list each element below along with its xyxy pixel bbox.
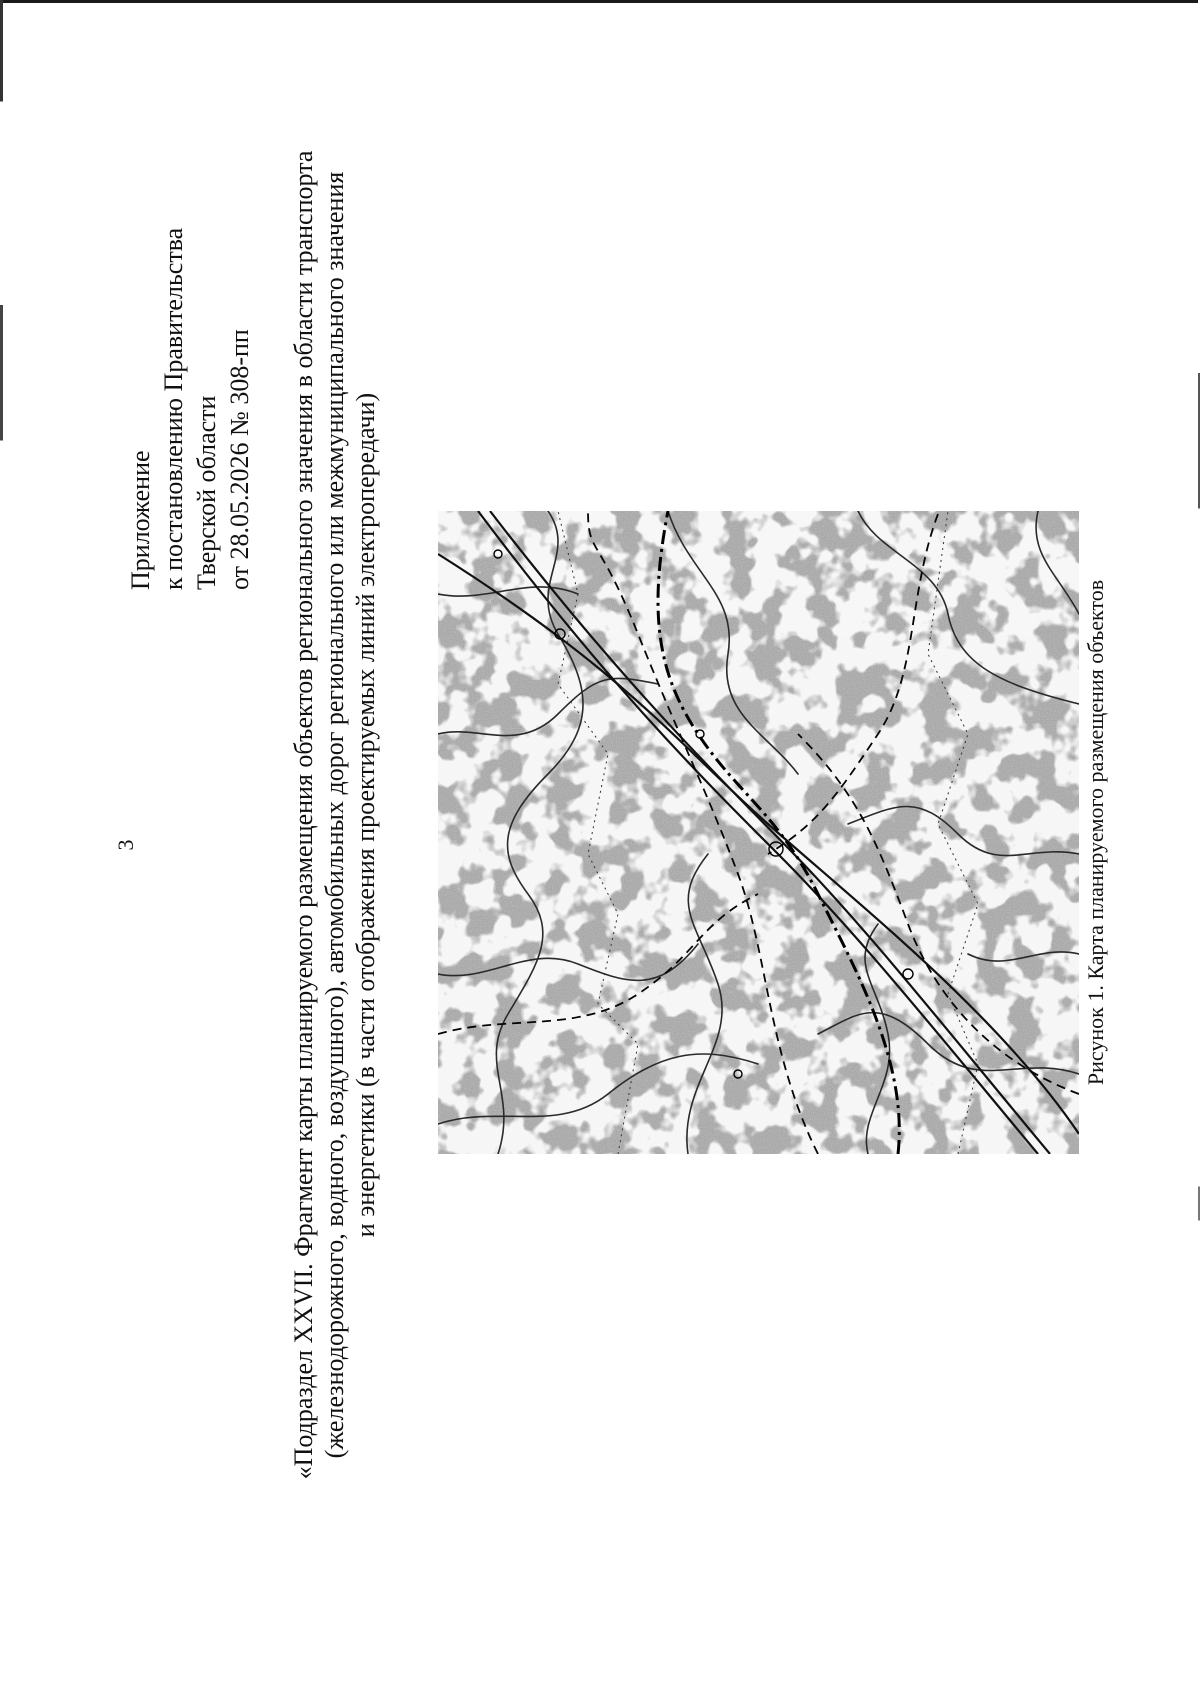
appendix-line: Тверской области [192, 395, 221, 590]
heading-line: «Подраздел XXVII. Фрагмент карты планируемого размещения объектов регионального значения в области транспорта [289, 150, 318, 1480]
section-heading [288, 105, 381, 1525]
appendix-block [124, 228, 256, 590]
heading-line: (железнодорожного, водного, воздушного), автомобильных дорог регионального или межмуниципального значения [320, 171, 349, 1459]
heading-line: и энергетики (в части отображения проектируемых линий электропередачи) [351, 392, 380, 1238]
appendix-line: к постановлению Правительства [159, 227, 188, 590]
appendix-line: от 28.05.2026 № 308-пп [225, 329, 254, 590]
figure-caption: Рисунок 1. Карта планируемого размещения объектов [1083, 579, 1108, 1086]
appendix-line: Приложение [126, 450, 155, 590]
planning-map [438, 511, 1079, 1154]
map-image [438, 511, 1079, 1154]
page-number: 3 [113, 839, 138, 851]
